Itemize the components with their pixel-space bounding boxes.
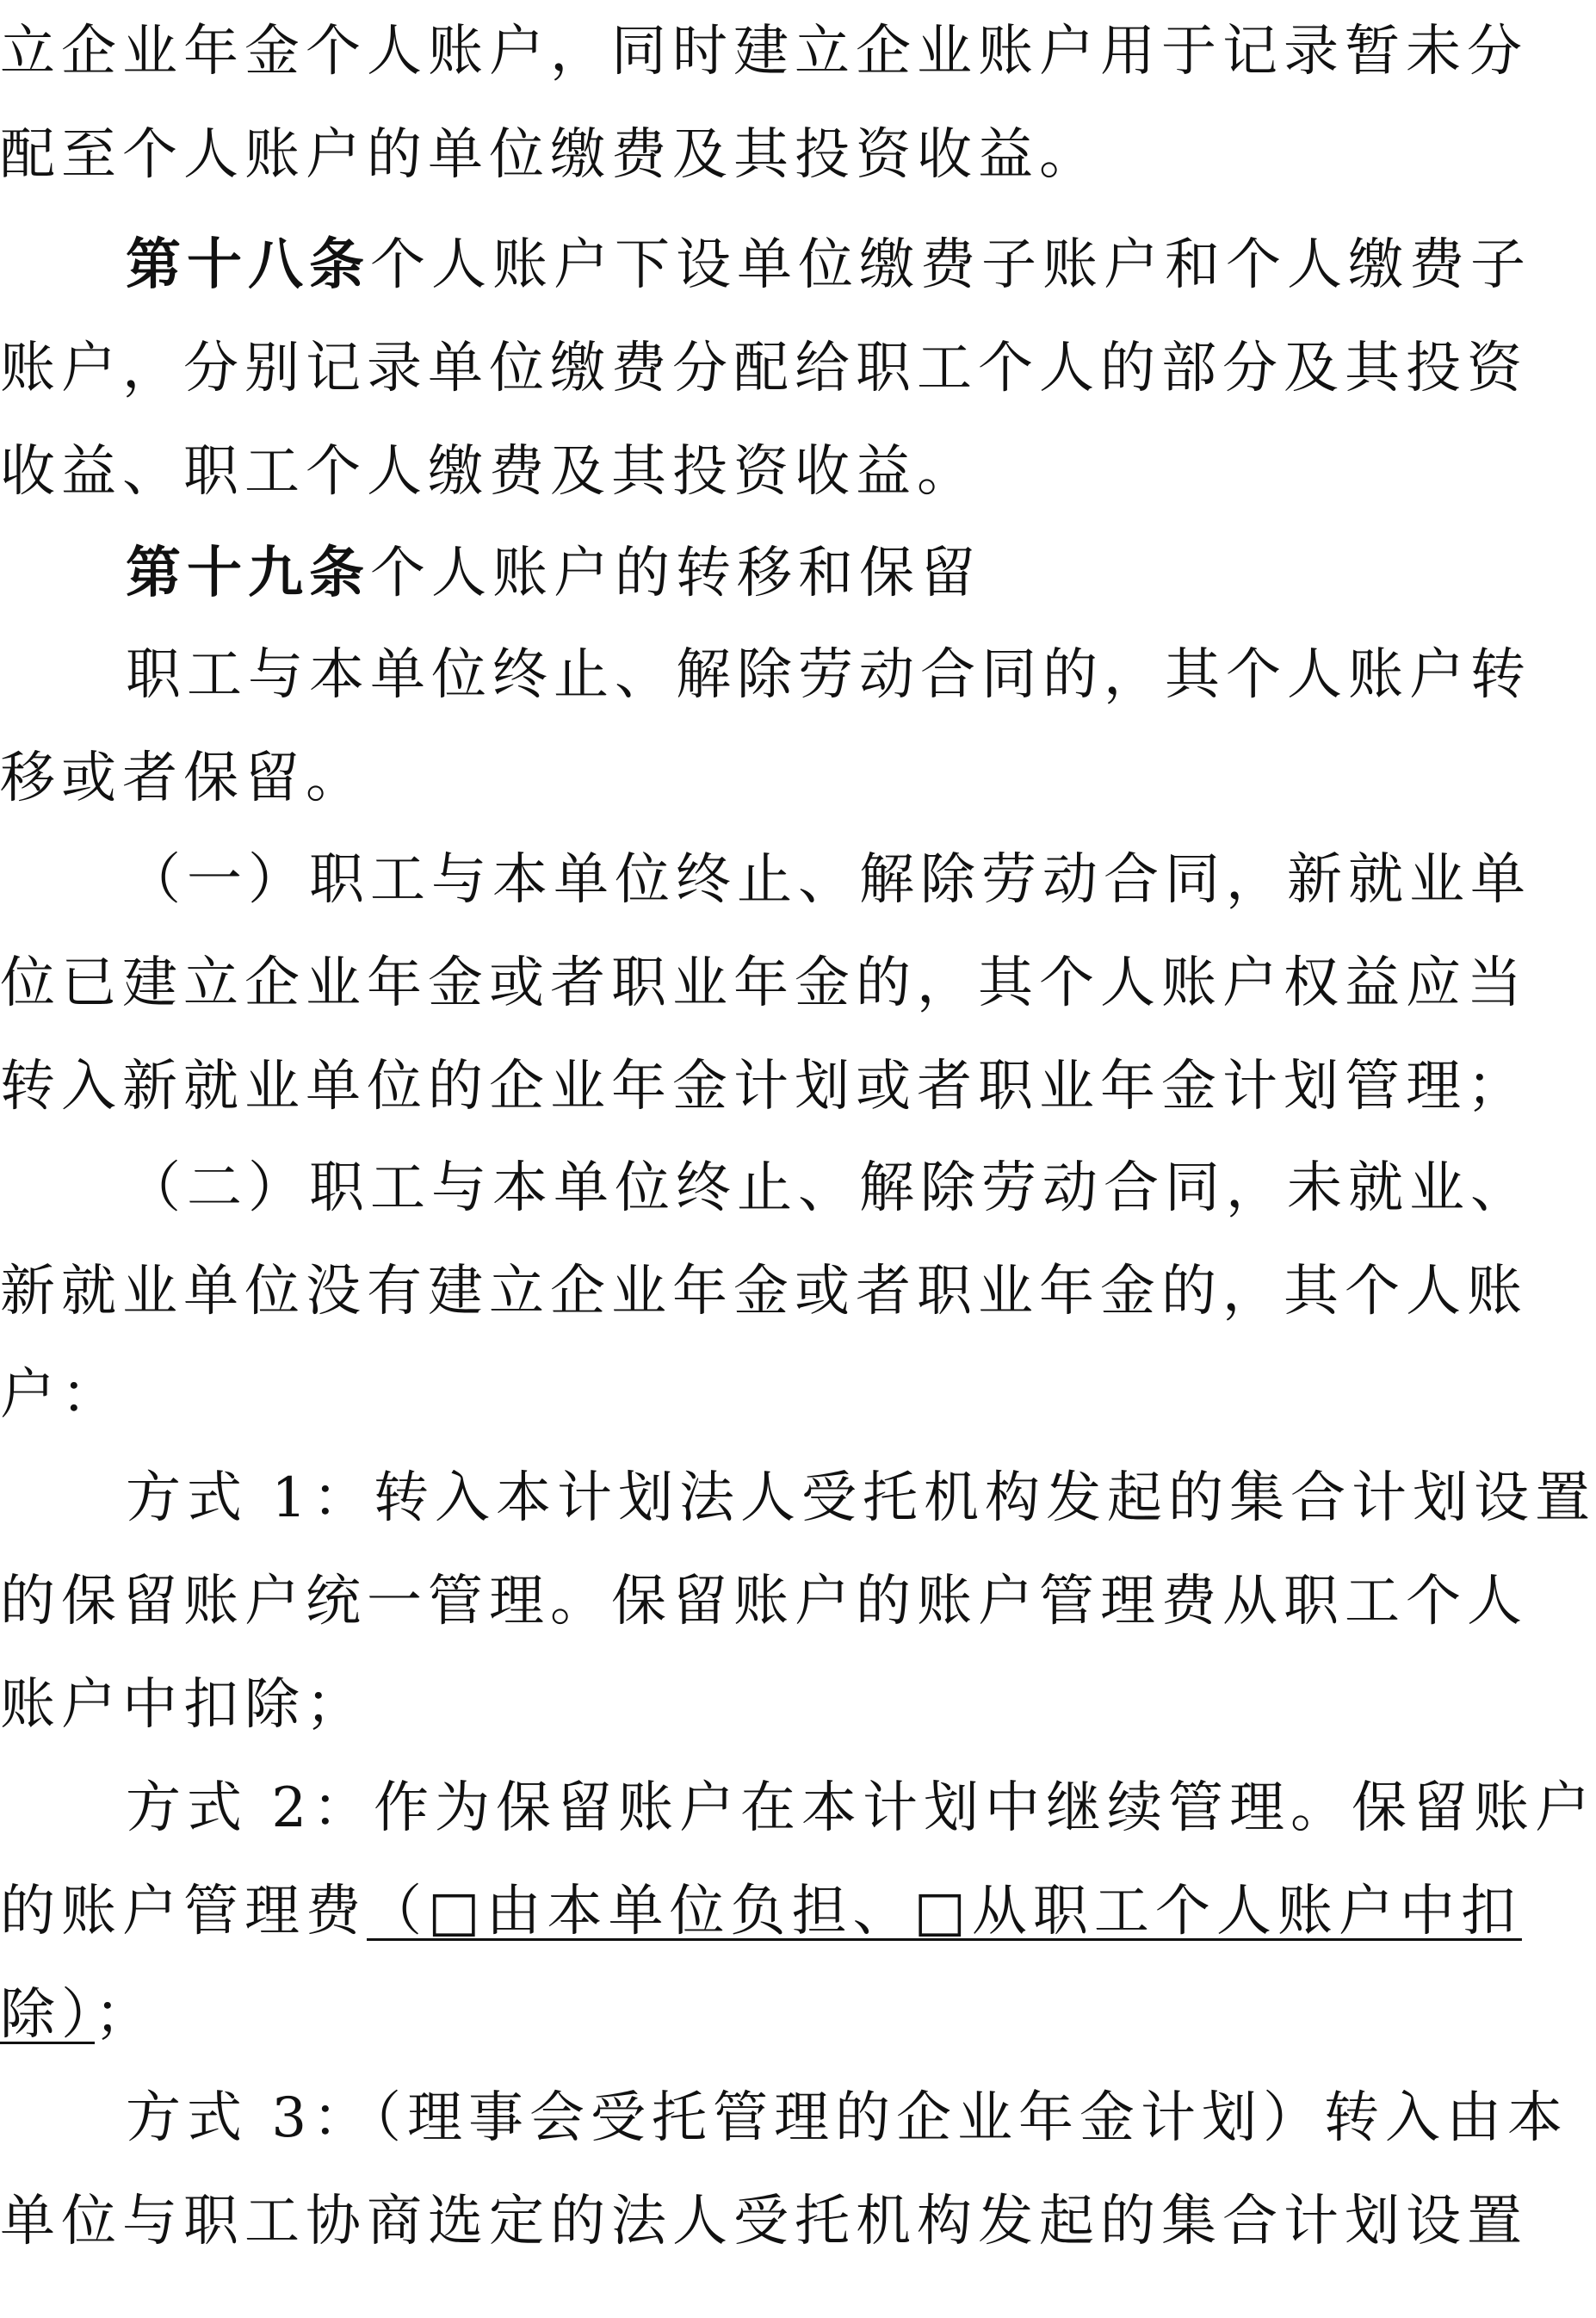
text-line: 户： bbox=[0, 1363, 122, 1427]
text-line: 立企业年金个人账户，同时建立企业账户用于记录暂未分 bbox=[0, 20, 1528, 84]
article-heading: 第十九条 bbox=[126, 542, 370, 605]
underlined-text: （□由本单位负担、□从职工个人账户中扣 bbox=[367, 1880, 1522, 1943]
text-line: 账户中扣除； bbox=[0, 1673, 367, 1737]
text-line: 的保留账户统一管理。保留账户的账户管理费从职工个人 bbox=[0, 1570, 1528, 1633]
text-line: 转入新就业单位的企业年金计划或者职业年金计划管理； bbox=[0, 1055, 1528, 1119]
article-text: 个人账户的转移和保留 bbox=[370, 542, 981, 605]
underlined-option-line bbox=[0, 1860, 1522, 1963]
underlined-option-line bbox=[0, 1963, 1438, 2067]
text-line: 方式 2：作为保留账户在本计划中继续管理。保留账户 bbox=[126, 1776, 1596, 1840]
text-line: 单位与职工协商选定的法人受托机构发起的集合计划设置 bbox=[0, 2190, 1528, 2253]
text-line: 方式 3：（理事会受托管理的企业年金计划）转入由本 bbox=[126, 2086, 1569, 2150]
line-tail: ； bbox=[95, 1983, 156, 2047]
text-line: 账户，分别记录单位缴费分配给职工个人的部分及其投资 bbox=[0, 337, 1528, 400]
article-text: 个人账户下设单位缴费子账户和个人缴费子 bbox=[370, 233, 1531, 297]
text-line: 移或者保留。 bbox=[0, 747, 367, 810]
article-18-line bbox=[0, 214, 1564, 317]
text-line: 配至个人账户的单位缴费及其投资收益。 bbox=[0, 123, 1100, 187]
article-19-line bbox=[0, 522, 1564, 625]
text-line: 位已建立企业年金或者职业年金的，其个人账户权益应当 bbox=[0, 951, 1528, 1015]
text-line: 职工与本单位终止、解除劳动合同的，其个人账户转 bbox=[126, 643, 1531, 707]
underlined-text: 除） bbox=[0, 1983, 95, 2047]
text-line: 新就业单位没有建立企业年金或者职业年金的，其个人账 bbox=[0, 1260, 1528, 1323]
article-heading: 第十八条 bbox=[126, 233, 370, 297]
text-line: 方式 1：转入本计划法人受托机构发起的集合计划设置 bbox=[126, 1466, 1596, 1530]
line-text: 的账户管理费 bbox=[0, 1880, 367, 1943]
text-line: （二）职工与本单位终止、解除劳动合同，未就业、 bbox=[126, 1156, 1531, 1220]
text-line: 收益、职工个人缴费及其投资收益。 bbox=[0, 440, 978, 504]
text-line: （一）职工与本单位终止、解除劳动合同，新就业单 bbox=[126, 848, 1531, 912]
